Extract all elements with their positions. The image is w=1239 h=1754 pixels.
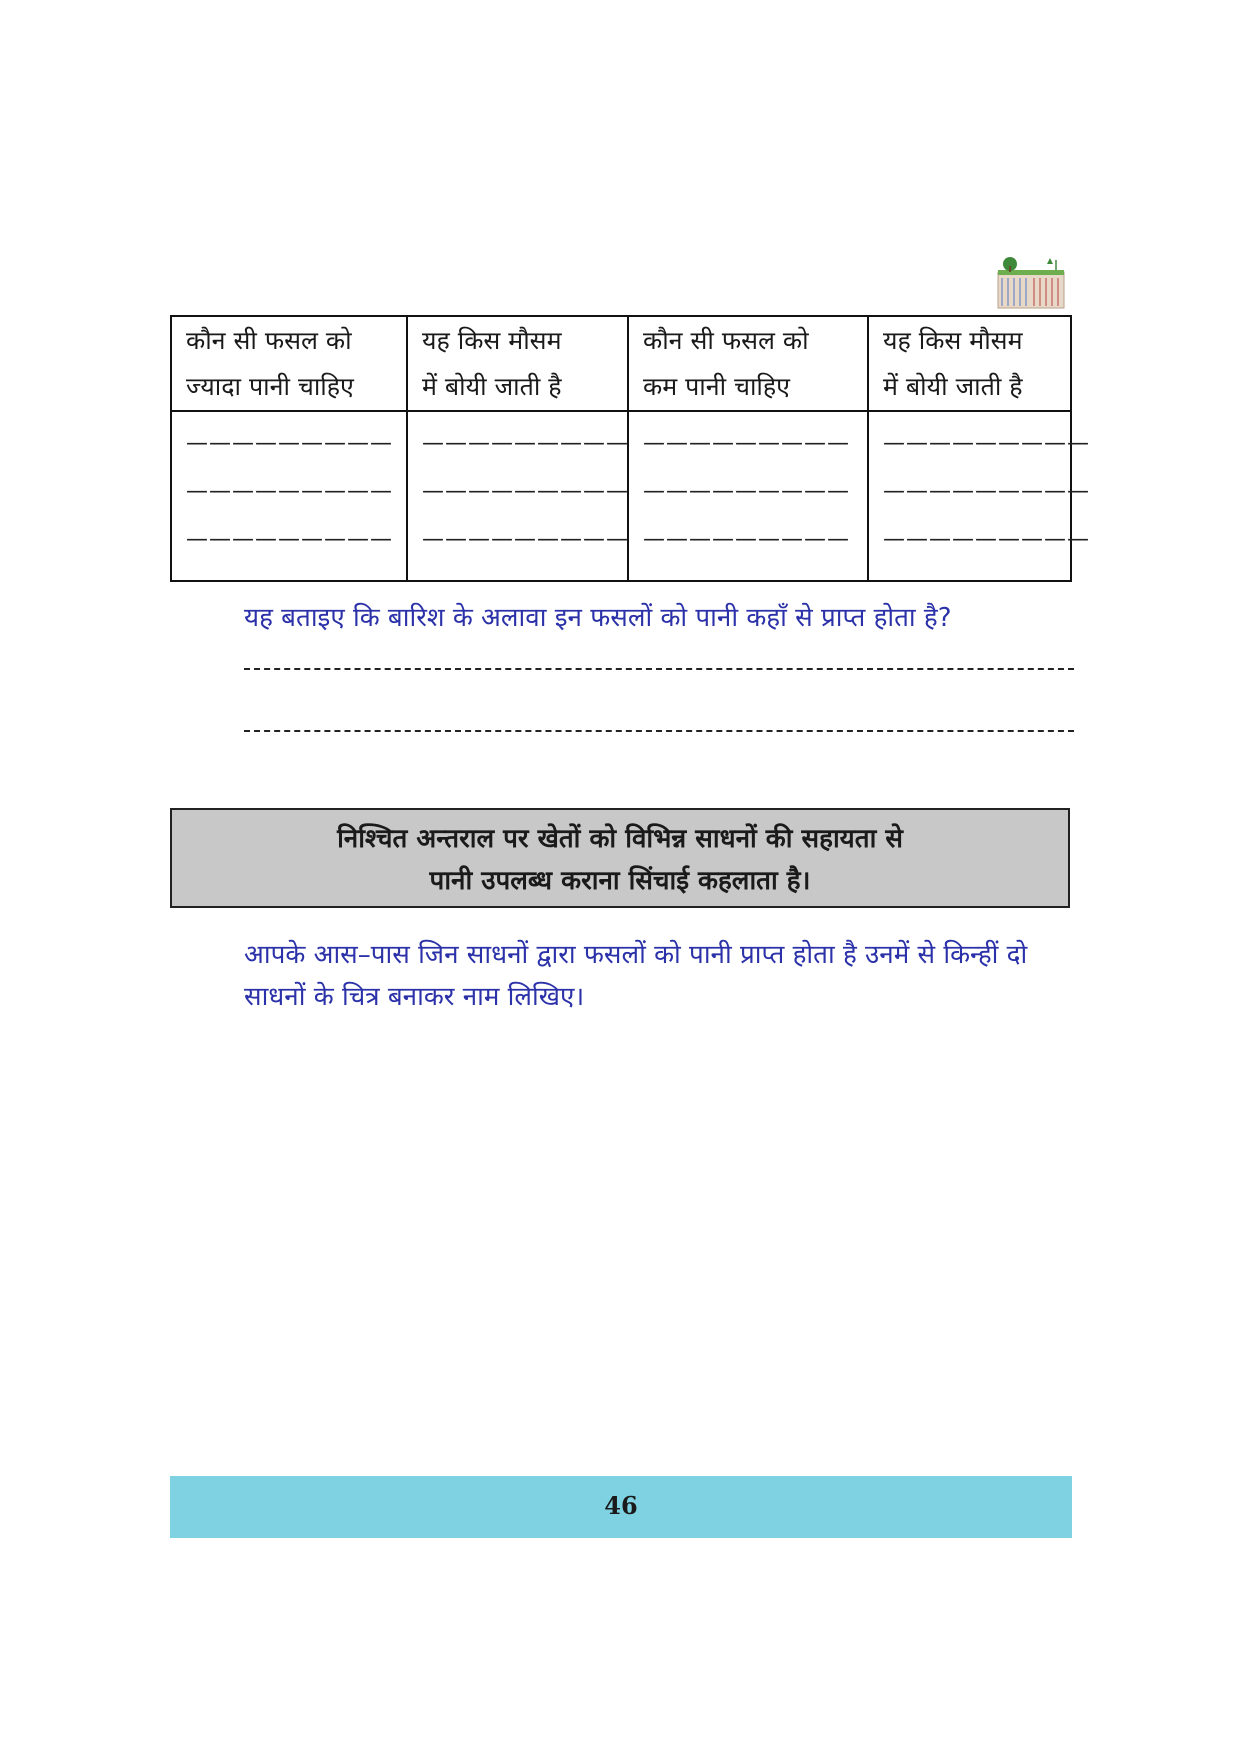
blank-line: ————————— [186, 431, 393, 456]
header-line: कम पानी चाहिए [643, 372, 790, 401]
header-less-water-crop [628, 316, 868, 411]
question-text: यह बताइए कि बारिश के अलावा इन फसलों को पानी कहाँ से प्राप्त होता है? [244, 603, 952, 633]
answer-cell[interactable] [628, 411, 868, 581]
page-footer [170, 1476, 1072, 1538]
header-line: में बोयी जाती है [883, 372, 1023, 401]
table-row [171, 411, 1071, 581]
definition-box [170, 808, 1070, 908]
header-sowing-season [868, 316, 1071, 411]
header-line: कौन सी फसल को [186, 326, 352, 355]
definition-line: निश्चित अन्तराल पर खेतों को विभिन्न साधनों की सहायता से [337, 824, 903, 854]
header-sowing-season [407, 316, 628, 411]
blank-line: ————————— [643, 527, 850, 552]
blank-line: ————————— [883, 527, 1090, 552]
blank-line: ————————— [883, 431, 1090, 456]
crop-water-table [170, 315, 1090, 582]
blank-line: ————————— [643, 431, 850, 456]
header-line: में बोयी जाती है [422, 372, 562, 401]
header-line: ज्यादा पानी चाहिए [186, 372, 354, 401]
answer-cell[interactable] [407, 411, 628, 581]
blank-line: ————————— [186, 527, 393, 552]
blank-line: ————————— [643, 479, 850, 504]
blank-line: ————————— [422, 431, 629, 456]
blank-line: ————————— [422, 479, 629, 504]
answer-cell[interactable] [171, 411, 407, 581]
blank-line: ————————— [883, 479, 1090, 504]
blank-line: ————————— [186, 479, 393, 504]
field-irrigation-icon [996, 254, 1068, 310]
definition-line: पानी उपलब्ध कराना सिंचाई कहलाता है। [429, 866, 811, 896]
header-line: कौन सी फसल को [643, 326, 809, 355]
header-line: यह किस मौसम [422, 326, 562, 355]
header-more-water-crop [171, 316, 407, 411]
answer-cell[interactable] [868, 411, 1090, 581]
header-line: यह किस मौसम [883, 326, 1023, 355]
table-header-row [171, 316, 1071, 411]
answer-line[interactable] [244, 730, 1074, 732]
answer-line[interactable] [244, 668, 1074, 670]
activity-instruction: आपके आस–पास जिन साधनों द्वारा फसलों को पानी प्राप्त होता है उनमें से किन्हीं दो साधनों के चित्र बनाकर नाम लिखिए। [244, 940, 1028, 1012]
blank-line: ————————— [422, 527, 629, 552]
page-number: 46 [604, 1491, 638, 1520]
